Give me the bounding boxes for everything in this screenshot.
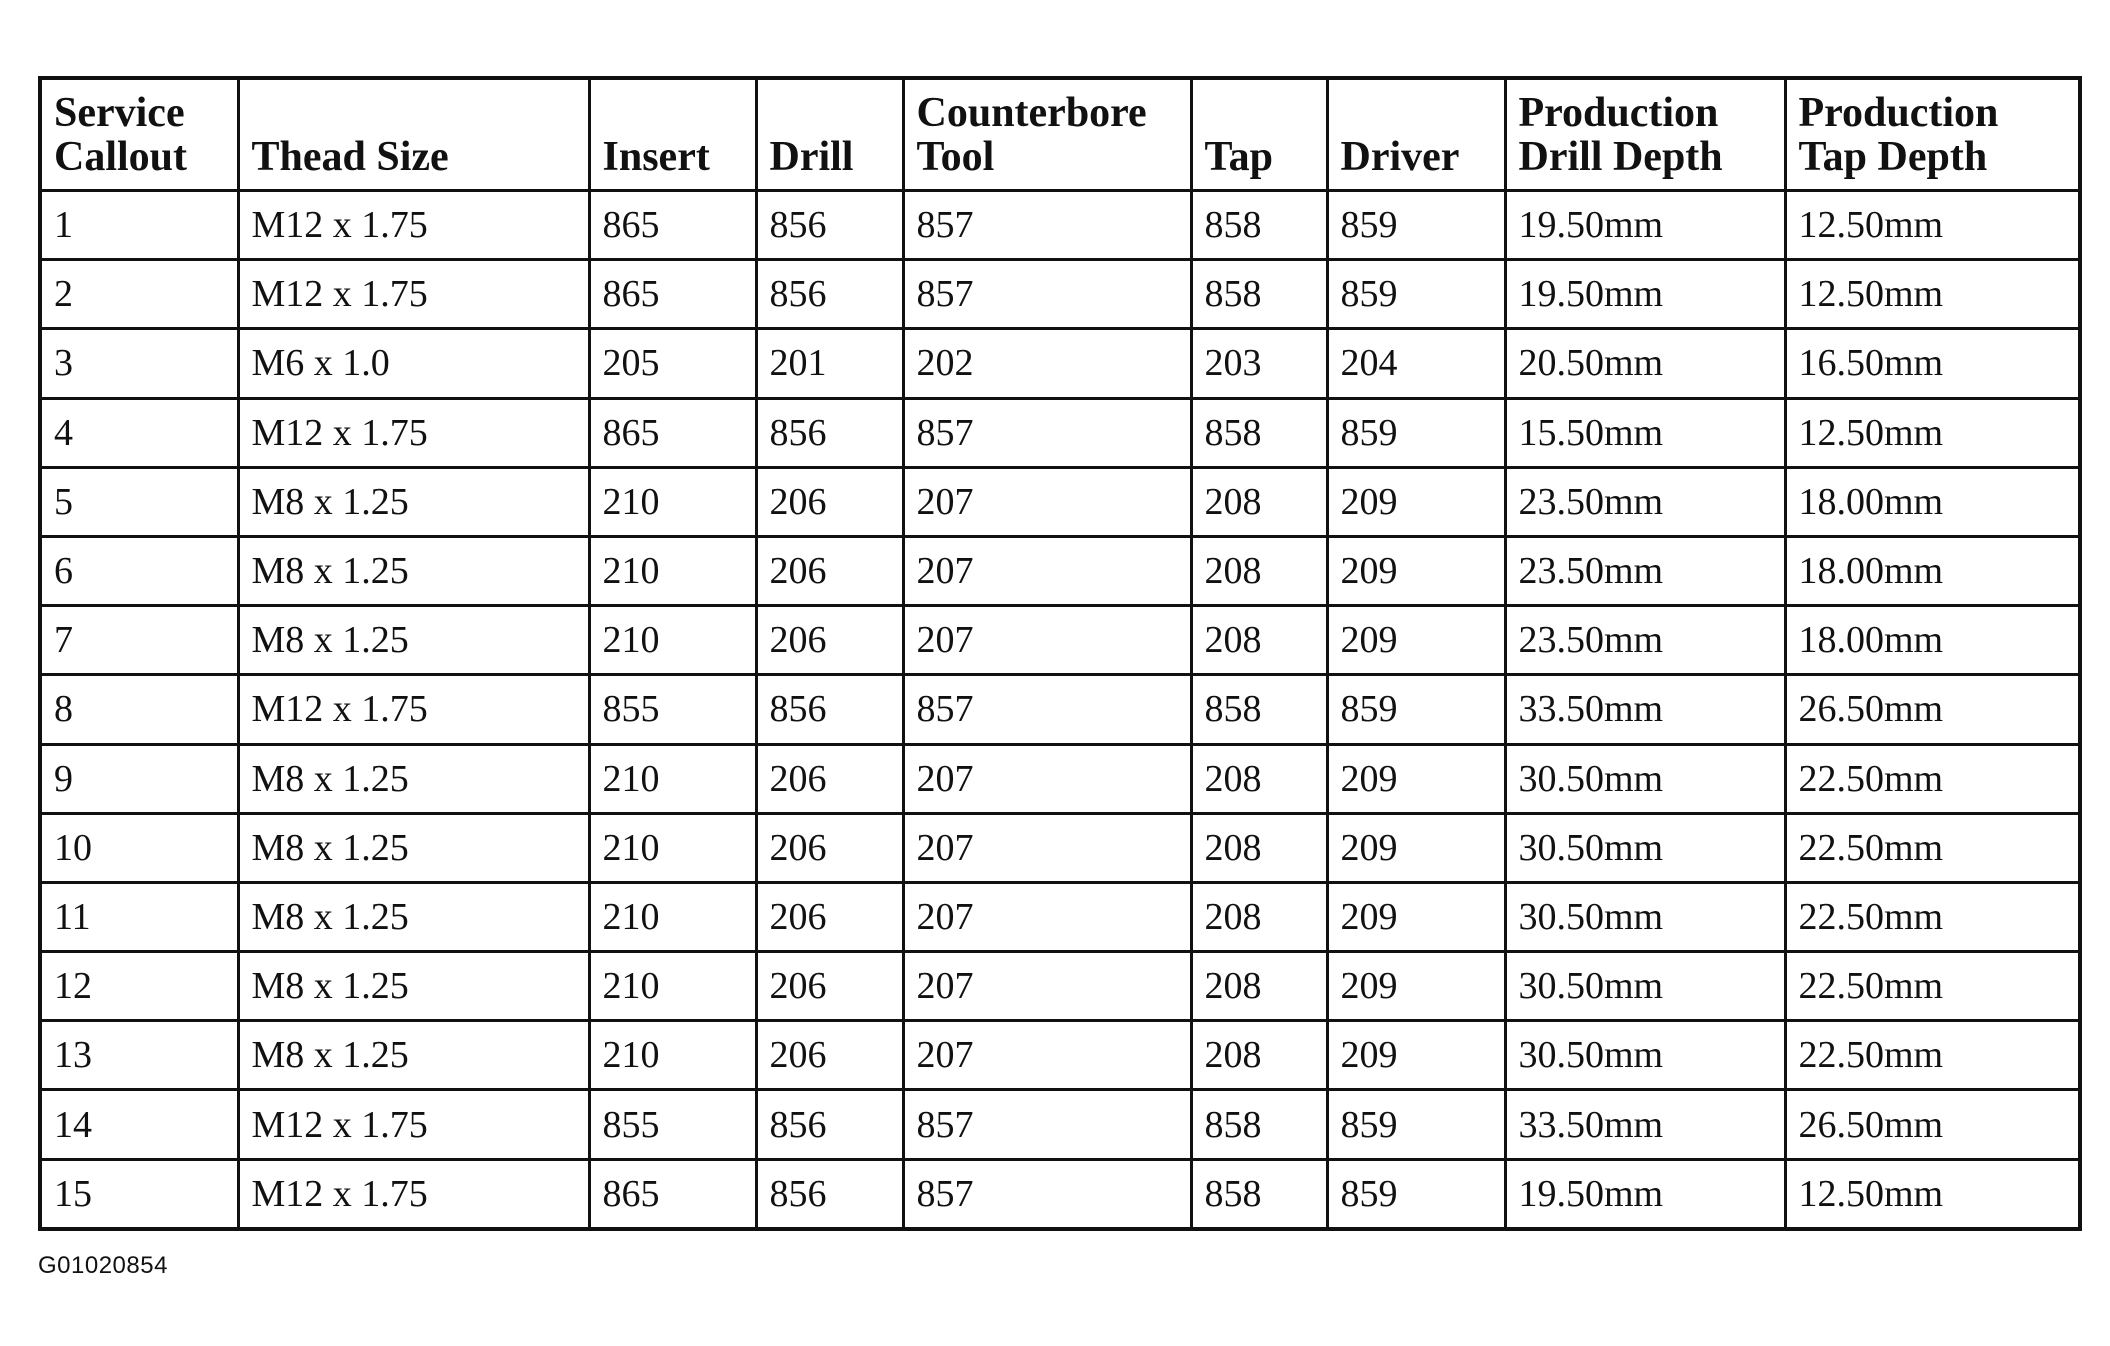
cell-drill: 206 [756, 536, 903, 605]
cell-counterbore-tool: 202 [903, 329, 1191, 398]
header-insert [589, 78, 756, 191]
cell-production-drill-depth: 33.50mm [1505, 1090, 1785, 1159]
cell-tap: 208 [1191, 813, 1327, 882]
cell-insert: 210 [589, 952, 756, 1021]
cell-drill: 856 [756, 260, 903, 329]
cell-service-callout: 12 [40, 952, 238, 1021]
cell-drill: 201 [756, 329, 903, 398]
header-production-drill-depth [1505, 78, 1785, 191]
cell-service-callout: 11 [40, 882, 238, 951]
cell-production-drill-depth: 23.50mm [1505, 536, 1785, 605]
cell-insert: 210 [589, 606, 756, 675]
cell-service-callout: 9 [40, 744, 238, 813]
table-row [40, 675, 2080, 744]
cell-drill: 206 [756, 467, 903, 536]
cell-service-callout: 6 [40, 536, 238, 605]
cell-thread-size: M8 x 1.25 [238, 952, 589, 1021]
cell-thread-size: M8 x 1.25 [238, 882, 589, 951]
cell-driver: 859 [1327, 398, 1505, 467]
cell-thread-size: M12 x 1.75 [238, 1159, 589, 1229]
header-label-line: Tool [916, 134, 995, 180]
cell-thread-size: M8 x 1.25 [238, 744, 589, 813]
header-label-line: Service [54, 90, 185, 136]
cell-production-drill-depth: 30.50mm [1505, 882, 1785, 951]
table-row [40, 398, 2080, 467]
cell-service-callout: 7 [40, 606, 238, 675]
cell-driver: 859 [1327, 191, 1505, 260]
cell-drill: 856 [756, 398, 903, 467]
cell-insert: 205 [589, 329, 756, 398]
header-label-line: Callout [54, 134, 188, 180]
cell-counterbore-tool: 857 [903, 398, 1191, 467]
cell-tap: 858 [1191, 1159, 1327, 1229]
cell-production-tap-depth: 12.50mm [1785, 260, 2080, 329]
cell-counterbore-tool: 207 [903, 606, 1191, 675]
cell-production-drill-depth: 15.50mm [1505, 398, 1785, 467]
cell-drill: 206 [756, 1021, 903, 1090]
cell-service-callout: 1 [40, 191, 238, 260]
cell-counterbore-tool: 207 [903, 813, 1191, 882]
cell-production-tap-depth: 22.50mm [1785, 952, 2080, 1021]
cell-production-drill-depth: 19.50mm [1505, 260, 1785, 329]
cell-insert: 210 [589, 882, 756, 951]
cell-production-drill-depth: 33.50mm [1505, 675, 1785, 744]
cell-tap: 208 [1191, 952, 1327, 1021]
cell-thread-size: M12 x 1.75 [238, 675, 589, 744]
cell-driver: 204 [1327, 329, 1505, 398]
cell-drill: 856 [756, 1090, 903, 1159]
header-label-line: Production [1798, 90, 1999, 136]
cell-production-tap-depth: 18.00mm [1785, 467, 2080, 536]
cell-driver: 859 [1327, 1090, 1505, 1159]
cell-counterbore-tool: 207 [903, 467, 1191, 536]
cell-thread-size: M6 x 1.0 [238, 329, 589, 398]
cell-insert: 210 [589, 813, 756, 882]
header-label-line: Counterbore [916, 90, 1147, 136]
cell-drill: 206 [756, 813, 903, 882]
cell-service-callout: 13 [40, 1021, 238, 1090]
table-row [40, 536, 2080, 605]
cell-production-drill-depth: 30.50mm [1505, 744, 1785, 813]
cell-tap: 208 [1191, 467, 1327, 536]
cell-driver: 209 [1327, 744, 1505, 813]
cell-production-tap-depth: 12.50mm [1785, 191, 2080, 260]
cell-production-tap-depth: 18.00mm [1785, 606, 2080, 675]
cell-driver: 209 [1327, 606, 1505, 675]
cell-tap: 208 [1191, 606, 1327, 675]
cell-production-tap-depth: 16.50mm [1785, 329, 2080, 398]
cell-counterbore-tool: 857 [903, 191, 1191, 260]
cell-production-drill-depth: 30.50mm [1505, 813, 1785, 882]
figure-id: G01020854 [38, 1252, 168, 1279]
header-label-line: Tap [1204, 134, 1274, 180]
header-label-line: Thead Size [251, 134, 449, 180]
cell-insert: 865 [589, 398, 756, 467]
cell-tap: 208 [1191, 536, 1327, 605]
table-row [40, 260, 2080, 329]
table-row [40, 1090, 2080, 1159]
table-row [40, 1159, 2080, 1229]
table-header [40, 78, 2080, 191]
cell-production-tap-depth: 12.50mm [1785, 1159, 2080, 1229]
table-row [40, 467, 2080, 536]
cell-driver: 859 [1327, 675, 1505, 744]
cell-thread-size: M8 x 1.25 [238, 467, 589, 536]
cell-tap: 858 [1191, 191, 1327, 260]
cell-insert: 855 [589, 675, 756, 744]
cell-counterbore-tool: 857 [903, 1159, 1191, 1229]
cell-thread-size: M8 x 1.25 [238, 813, 589, 882]
cell-production-tap-depth: 18.00mm [1785, 536, 2080, 605]
cell-production-drill-depth: 23.50mm [1505, 606, 1785, 675]
cell-driver: 859 [1327, 1159, 1505, 1229]
cell-production-tap-depth: 22.50mm [1785, 882, 2080, 951]
cell-insert: 210 [589, 744, 756, 813]
header-service-callout [40, 78, 238, 191]
cell-thread-size: M12 x 1.75 [238, 260, 589, 329]
cell-counterbore-tool: 207 [903, 952, 1191, 1021]
table-row [40, 882, 2080, 951]
cell-counterbore-tool: 857 [903, 675, 1191, 744]
cell-drill: 856 [756, 675, 903, 744]
header-label-line: Drill Depth [1518, 134, 1723, 180]
table-body [40, 191, 2080, 1230]
cell-counterbore-tool: 207 [903, 882, 1191, 951]
table-row [40, 191, 2080, 260]
table-row [40, 329, 2080, 398]
cell-insert: 210 [589, 1021, 756, 1090]
cell-production-tap-depth: 26.50mm [1785, 1090, 2080, 1159]
cell-production-drill-depth: 19.50mm [1505, 191, 1785, 260]
tool-spec-table [38, 76, 2082, 1231]
cell-production-drill-depth: 30.50mm [1505, 1021, 1785, 1090]
cell-drill: 856 [756, 1159, 903, 1229]
header-counterbore-tool [903, 78, 1191, 191]
cell-tap: 208 [1191, 882, 1327, 951]
cell-production-drill-depth: 19.50mm [1505, 1159, 1785, 1229]
cell-thread-size: M12 x 1.75 [238, 1090, 589, 1159]
cell-thread-size: M12 x 1.75 [238, 398, 589, 467]
cell-production-tap-depth: 22.50mm [1785, 813, 2080, 882]
cell-insert: 865 [589, 1159, 756, 1229]
cell-service-callout: 15 [40, 1159, 238, 1229]
cell-counterbore-tool: 857 [903, 1090, 1191, 1159]
cell-counterbore-tool: 207 [903, 1021, 1191, 1090]
cell-driver: 859 [1327, 260, 1505, 329]
cell-counterbore-tool: 207 [903, 744, 1191, 813]
table-row [40, 744, 2080, 813]
header-production-tap-depth [1785, 78, 2080, 191]
cell-thread-size: M8 x 1.25 [238, 536, 589, 605]
cell-insert: 865 [589, 191, 756, 260]
header-label-line: Drill [769, 134, 854, 180]
cell-drill: 206 [756, 882, 903, 951]
header-tap [1191, 78, 1327, 191]
cell-service-callout: 14 [40, 1090, 238, 1159]
cell-counterbore-tool: 207 [903, 536, 1191, 605]
header-thread-size [238, 78, 589, 191]
cell-service-callout: 10 [40, 813, 238, 882]
table-row [40, 952, 2080, 1021]
cell-tap: 858 [1191, 1090, 1327, 1159]
cell-insert: 855 [589, 1090, 756, 1159]
table-row [40, 606, 2080, 675]
header-label-line: Driver [1340, 134, 1460, 180]
cell-production-drill-depth: 30.50mm [1505, 952, 1785, 1021]
cell-service-callout: 4 [40, 398, 238, 467]
cell-service-callout: 2 [40, 260, 238, 329]
cell-insert: 865 [589, 260, 756, 329]
cell-driver: 209 [1327, 467, 1505, 536]
cell-tap: 858 [1191, 398, 1327, 467]
cell-counterbore-tool: 857 [903, 260, 1191, 329]
header-drill [756, 78, 903, 191]
table-row [40, 1021, 2080, 1090]
cell-insert: 210 [589, 467, 756, 536]
cell-tap: 208 [1191, 1021, 1327, 1090]
header-label-line: Production [1518, 90, 1719, 136]
cell-driver: 209 [1327, 882, 1505, 951]
cell-production-drill-depth: 23.50mm [1505, 467, 1785, 536]
cell-driver: 209 [1327, 536, 1505, 605]
cell-drill: 856 [756, 191, 903, 260]
cell-driver: 209 [1327, 1021, 1505, 1090]
header-label-line: Tap Depth [1798, 134, 1988, 180]
header-driver [1327, 78, 1505, 191]
table-row [40, 813, 2080, 882]
cell-production-tap-depth: 22.50mm [1785, 744, 2080, 813]
cell-thread-size: M8 x 1.25 [238, 606, 589, 675]
cell-production-tap-depth: 26.50mm [1785, 675, 2080, 744]
cell-driver: 209 [1327, 813, 1505, 882]
cell-production-drill-depth: 20.50mm [1505, 329, 1785, 398]
cell-production-tap-depth: 12.50mm [1785, 398, 2080, 467]
header-row [40, 78, 2080, 191]
cell-insert: 210 [589, 536, 756, 605]
cell-tap: 858 [1191, 260, 1327, 329]
cell-tap: 858 [1191, 675, 1327, 744]
header-label-line: Insert [602, 134, 710, 180]
cell-driver: 209 [1327, 952, 1505, 1021]
cell-service-callout: 5 [40, 467, 238, 536]
cell-drill: 206 [756, 952, 903, 1021]
cell-drill: 206 [756, 606, 903, 675]
cell-tap: 208 [1191, 744, 1327, 813]
cell-service-callout: 3 [40, 329, 238, 398]
cell-drill: 206 [756, 744, 903, 813]
cell-service-callout: 8 [40, 675, 238, 744]
cell-tap: 203 [1191, 329, 1327, 398]
cell-thread-size: M8 x 1.25 [238, 1021, 589, 1090]
cell-thread-size: M12 x 1.75 [238, 191, 589, 260]
cell-production-tap-depth: 22.50mm [1785, 1021, 2080, 1090]
